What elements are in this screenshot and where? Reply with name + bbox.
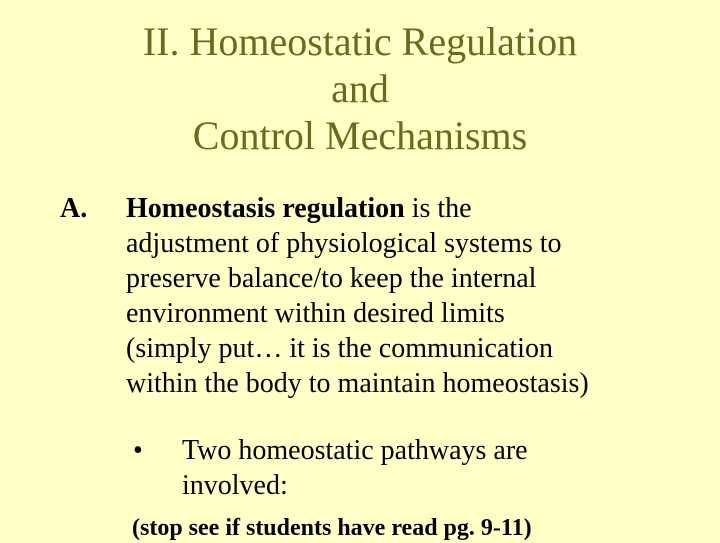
- point-text-line-2: adjustment of physiological systems to: [126, 228, 562, 259]
- point-term: Homeostasis regulation: [126, 193, 405, 224]
- point-text-line-1: [126, 191, 696, 226]
- point-text-line-4: environment within desired limits: [126, 298, 505, 329]
- slide-note: (stop see if students have read pg. 9-11): [132, 515, 532, 541]
- slide-title-line-1: II. Homeostatic Regulation: [142, 19, 578, 64]
- bullet-text-line-1: Two homeostatic pathways are: [182, 435, 528, 466]
- point-text-line-5: (simply put… it is the communication: [126, 333, 553, 364]
- slide-title-line-3: Control Mechanisms: [192, 113, 528, 158]
- point-text-line-6: within the body to maintain homeostasis): [126, 368, 589, 399]
- point-first-line-rest: is the: [404, 193, 472, 224]
- slide-title: [0, 18, 720, 159]
- bullet-text-line-2: involved:: [182, 470, 288, 501]
- bullet-text: [182, 433, 652, 503]
- slide-title-line-2: and: [331, 66, 389, 111]
- point-text: [126, 191, 696, 401]
- bullet-icon: •: [133, 435, 143, 466]
- point-text-line-3: preserve balance/to keep the internal: [126, 263, 537, 294]
- point-letter: A.: [60, 193, 88, 224]
